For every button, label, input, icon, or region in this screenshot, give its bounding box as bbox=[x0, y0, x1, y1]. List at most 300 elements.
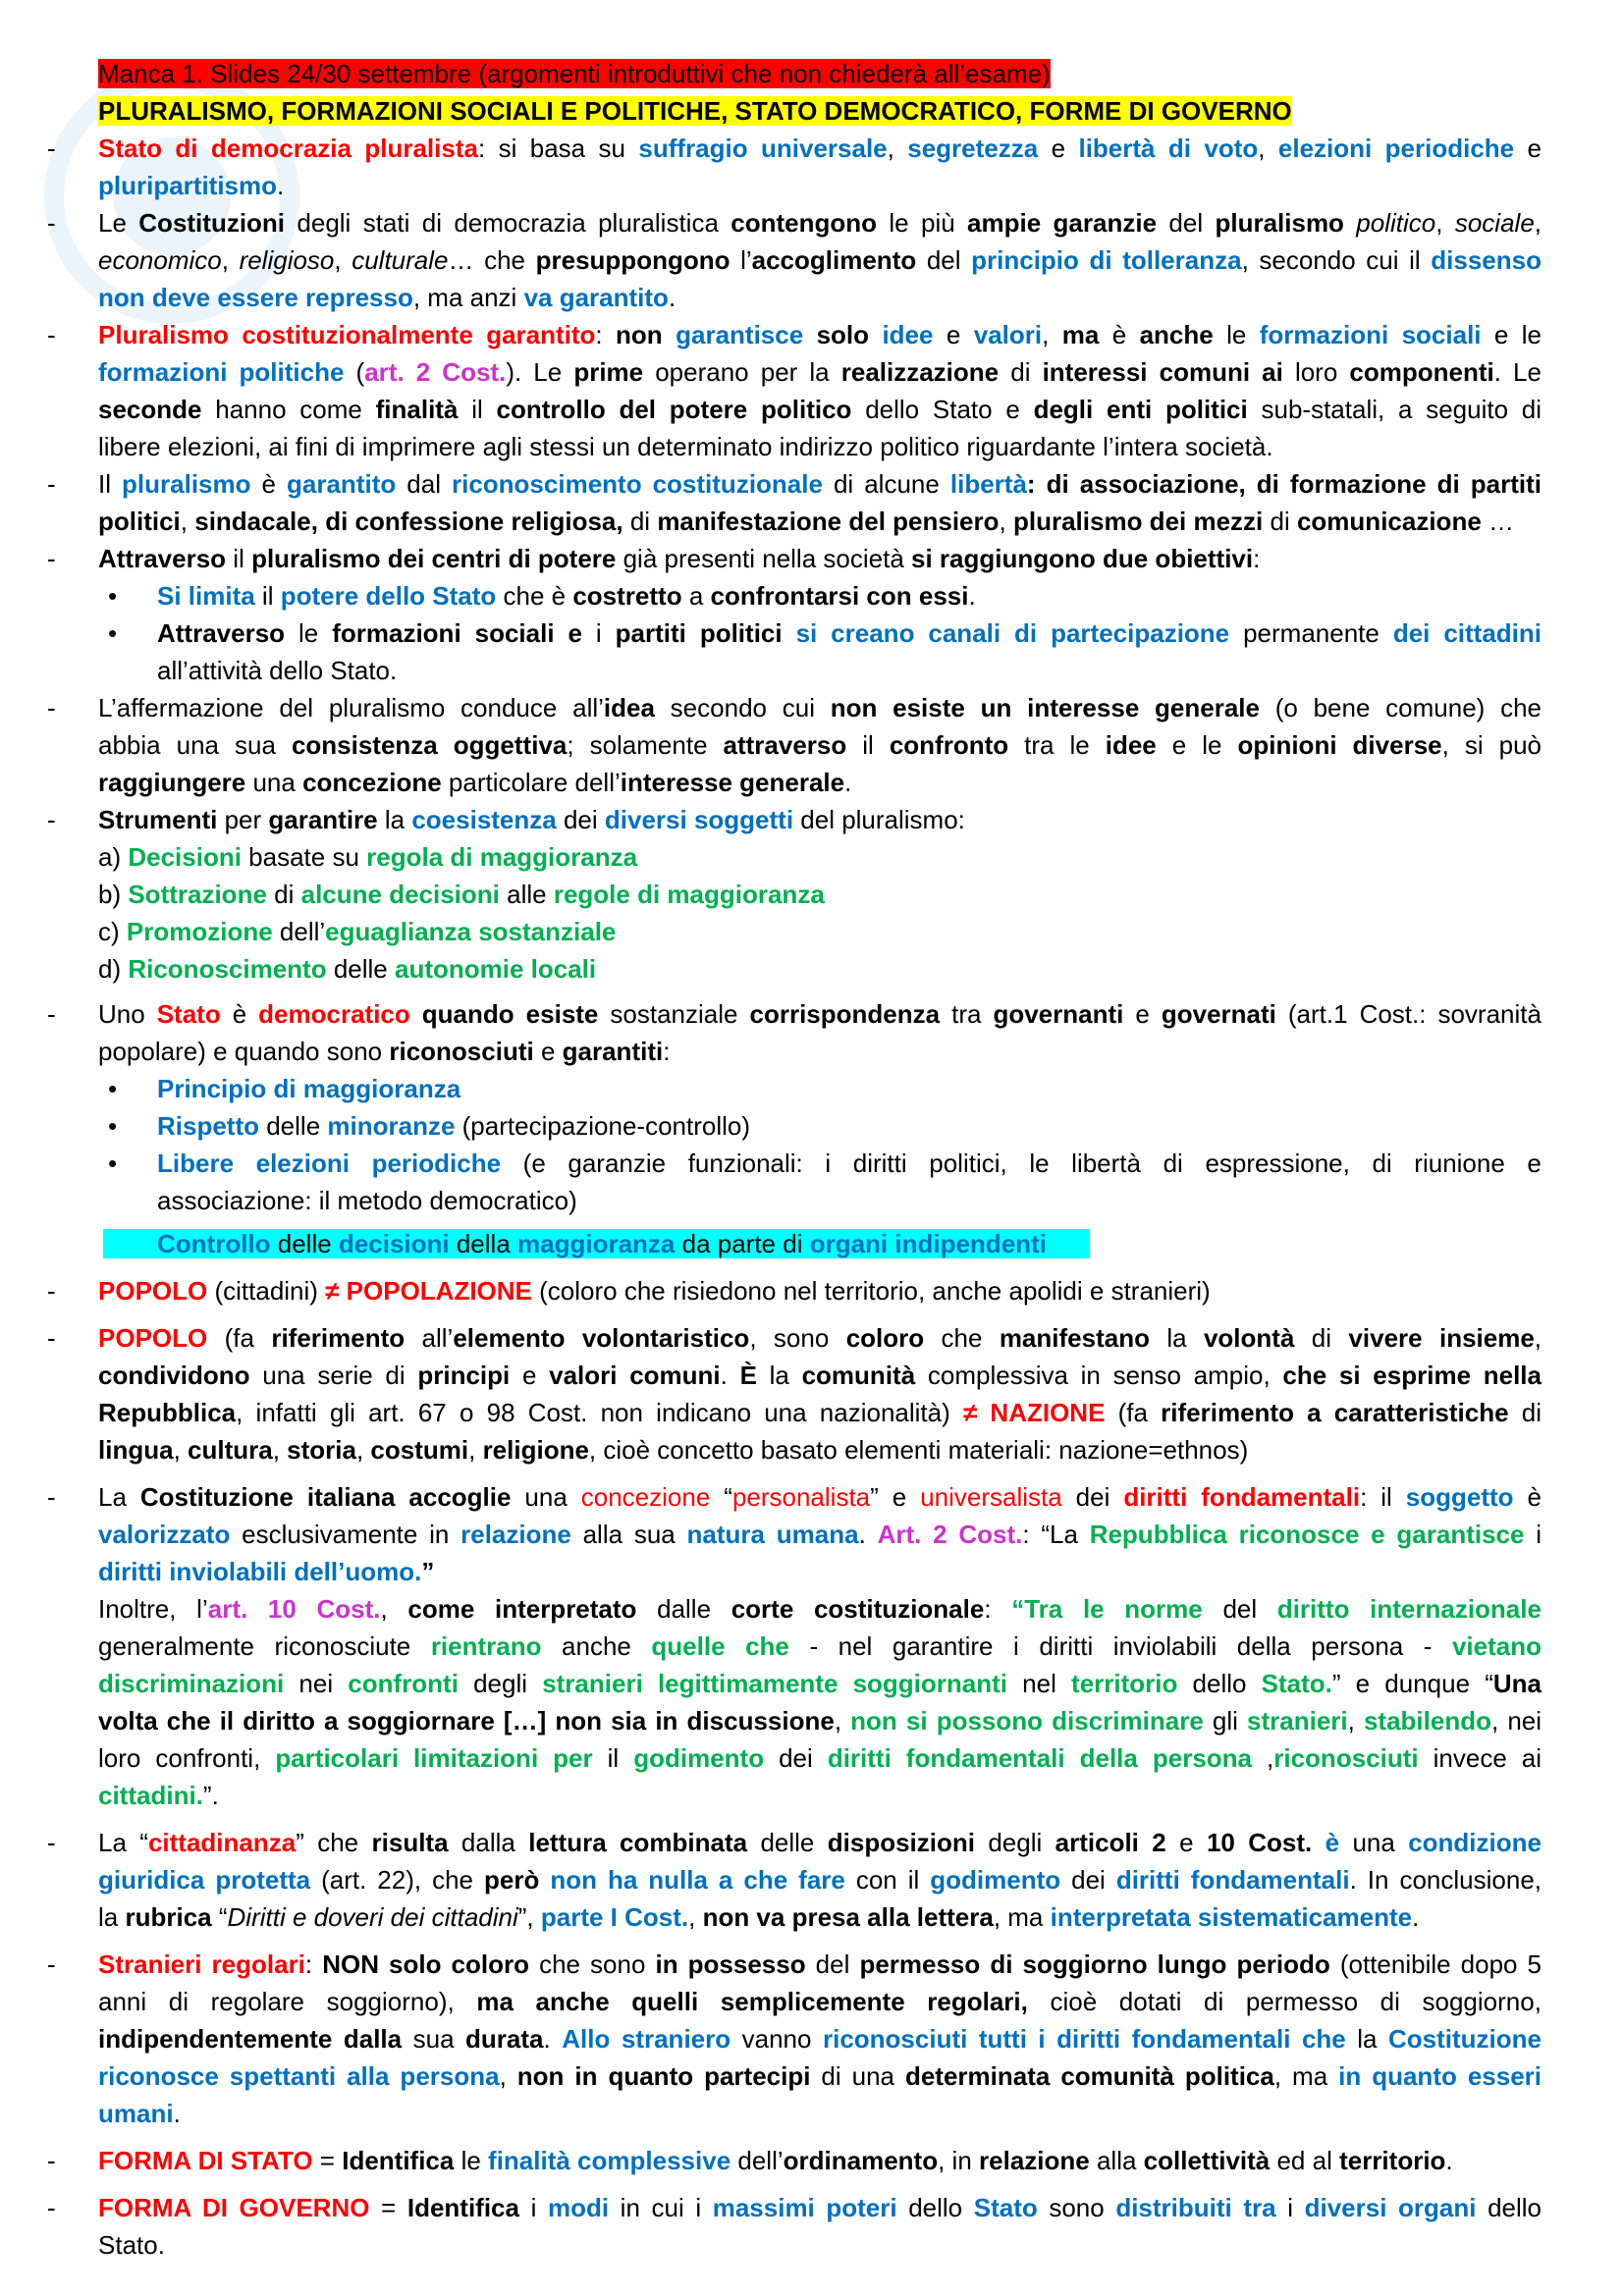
text-run: dei bbox=[764, 1743, 828, 1773]
text-run: in cui i bbox=[609, 2193, 713, 2222]
text-run: risulta bbox=[371, 1828, 449, 1857]
text-run: la bbox=[1345, 2024, 1388, 2054]
text-run: indipendentemente dalla bbox=[98, 2024, 403, 2054]
text-run: libertà di voto bbox=[1078, 133, 1259, 163]
text-run: , bbox=[999, 507, 1013, 536]
section-title-text: PLURALISMO, FORMAZIONI SOCIALI E POLITICHE, STATO DEMOCRATICO, FORME DI GOVERNO bbox=[98, 96, 1292, 126]
text-run: , ma bbox=[993, 1902, 1051, 1932]
paragraph-line bbox=[157, 656, 1542, 685]
text-run: di bbox=[1372, 1148, 1392, 1178]
paragraph-line bbox=[98, 2099, 1542, 2128]
text-run: (e bbox=[522, 1148, 546, 1178]
text-run: si raggiungono due obiettivi bbox=[911, 544, 1254, 573]
text-run: … bbox=[1481, 507, 1515, 536]
text-run: si creano canali di partecipazione bbox=[795, 618, 1230, 648]
text-run: confrontarsi con essi bbox=[710, 581, 969, 611]
text-run: del bbox=[1157, 208, 1216, 238]
text-run: “Tra bbox=[1011, 1594, 1063, 1624]
text-run: idea bbox=[603, 693, 655, 722]
text-run: secondo cui bbox=[654, 693, 831, 722]
text-run: relazione bbox=[979, 2146, 1090, 2175]
text-run: pluralismo bbox=[1215, 208, 1344, 238]
text-run: garanzie bbox=[568, 1148, 667, 1178]
bullet-dash: - bbox=[47, 469, 56, 499]
text-run: loro bbox=[1282, 357, 1350, 387]
text-run: : bbox=[663, 1037, 671, 1066]
text-run: è bbox=[1325, 1828, 1340, 1857]
text-run: . bbox=[968, 581, 976, 611]
text-run: FORMA DI GOVERNO bbox=[98, 2193, 370, 2222]
text-run: decisioni bbox=[338, 1229, 450, 1258]
text-run: dotati bbox=[1118, 1987, 1182, 2016]
text-run: dal bbox=[396, 469, 452, 499]
text-run: gli bbox=[1203, 1706, 1248, 1735]
paragraph-line bbox=[98, 1482, 1542, 1512]
text-run: controllo del potere politico bbox=[496, 395, 852, 424]
text-run: ” e bbox=[870, 1482, 921, 1512]
paragraph-line bbox=[98, 1865, 1542, 1895]
text-run: Strumenti bbox=[98, 805, 218, 834]
text-run: il bbox=[458, 395, 497, 424]
text-run: degli bbox=[974, 1828, 1055, 1857]
text-run: abbia una sua bbox=[98, 730, 292, 760]
bullet-dot: • bbox=[108, 1074, 118, 1103]
text-run: Repubblica riconosce e garantisce bbox=[1089, 1520, 1525, 1549]
text-run: . bbox=[1412, 1902, 1420, 1932]
text-run: (fa bbox=[1105, 1398, 1162, 1427]
text-run: del bbox=[916, 245, 972, 275]
text-run: all’ bbox=[421, 1323, 454, 1353]
text-run: d) bbox=[98, 954, 129, 984]
text-run: Pluralismo costituzionalmente garantito bbox=[98, 320, 596, 349]
text-run: b) bbox=[98, 880, 129, 909]
text-run: collettività bbox=[1143, 2146, 1271, 2175]
text-run: … che bbox=[448, 245, 536, 275]
text-run: raggiungere bbox=[98, 768, 246, 797]
text-run: generalmente riconosciute bbox=[98, 1631, 431, 1661]
text-run: del bbox=[1222, 1594, 1258, 1624]
text-run: ”. bbox=[202, 1781, 219, 1810]
text-run: formazioni politiche bbox=[98, 357, 345, 387]
text-run: distribuiti tra bbox=[1115, 2193, 1276, 2222]
text-run: (coloro che risiedono nel territorio, anche apolidi e stranieri) bbox=[531, 1276, 1211, 1306]
text-run: diversi soggetti bbox=[604, 805, 794, 834]
paragraph-line bbox=[98, 469, 1542, 499]
paragraph-line bbox=[98, 208, 1542, 238]
bullet-dot: • bbox=[108, 1148, 118, 1178]
paragraph-line bbox=[98, 133, 1542, 163]
text-run: (cittadini) bbox=[207, 1276, 326, 1306]
text-run: , secondo cui il bbox=[1241, 245, 1432, 275]
text-run: che bbox=[941, 1323, 983, 1353]
text-run: vivere insieme bbox=[1348, 1323, 1535, 1353]
text-run: ordinamento bbox=[783, 2146, 939, 2175]
text-run: dissenso bbox=[1431, 245, 1542, 275]
text-run: dei cittadini bbox=[1392, 618, 1542, 648]
text-run: , bbox=[1252, 1743, 1274, 1773]
text-run: potere dello Stato bbox=[280, 581, 497, 611]
text-run: la bbox=[98, 1902, 126, 1932]
text-run: POPOLO bbox=[98, 1323, 208, 1353]
text-run: componenti bbox=[1349, 357, 1494, 387]
text-run: basate su bbox=[241, 842, 367, 872]
text-run: FORMA DI STATO bbox=[98, 2146, 313, 2175]
list-item bbox=[98, 917, 1542, 946]
text-run: natura umana bbox=[686, 1520, 859, 1549]
text-run: dalle bbox=[657, 1594, 712, 1624]
text-run: il bbox=[846, 730, 890, 760]
text-run: a bbox=[681, 581, 711, 611]
text-run: art. 10 Cost. bbox=[207, 1594, 381, 1624]
paragraph-line bbox=[98, 320, 1542, 349]
text-run: alle bbox=[499, 880, 554, 909]
text-run: le bbox=[1213, 320, 1260, 349]
text-run: pluralismo bbox=[122, 469, 251, 499]
text-run: anni bbox=[98, 1987, 147, 2016]
text-run: il bbox=[254, 581, 281, 611]
text-run: invece ai bbox=[1418, 1743, 1542, 1773]
text-run: confronto bbox=[889, 730, 1009, 760]
text-run: - nel garantire i diritti inviolabili della persona - bbox=[788, 1631, 1452, 1661]
text-run: come interpretato bbox=[407, 1594, 637, 1624]
text-run: hanno come bbox=[201, 395, 376, 424]
text-run: stranieri legittimamente soggiornanti bbox=[542, 1669, 1008, 1698]
text-run: disposizioni bbox=[827, 1828, 975, 1857]
text-run: pluripartitismo bbox=[98, 171, 278, 200]
text-run: ≠ POPOLAZIONE bbox=[325, 1276, 532, 1306]
text-run: dell’ bbox=[730, 2146, 784, 2175]
paragraph-line bbox=[98, 1594, 1542, 1624]
text-run: è bbox=[220, 999, 259, 1029]
text-run: : il bbox=[1360, 1482, 1406, 1512]
text-run: lingua bbox=[98, 1435, 174, 1465]
text-run: Diritti e doveri dei cittadini bbox=[227, 1902, 518, 1932]
list-item bbox=[98, 842, 1542, 872]
text-run: anche bbox=[535, 1987, 610, 2016]
text-run: pluralismo dei centri di potere bbox=[251, 544, 617, 573]
text-run: con il bbox=[844, 1865, 931, 1895]
text-run: formazioni sociali bbox=[1259, 320, 1482, 349]
text-run: giuridica protetta bbox=[98, 1865, 311, 1895]
text-run: relazione bbox=[460, 1520, 571, 1549]
text-run: . bbox=[668, 283, 676, 312]
text-run: concezione bbox=[580, 1482, 711, 1512]
text-run: territorio bbox=[1339, 2146, 1446, 2175]
text-run: Inoltre, bbox=[98, 1594, 177, 1624]
text-run: Stato bbox=[156, 999, 221, 1029]
bullet-dash: - bbox=[47, 805, 56, 834]
bullet-dash: - bbox=[47, 133, 56, 163]
text-run: le più bbox=[877, 208, 968, 238]
text-run: di bbox=[266, 880, 301, 909]
text-run: di una bbox=[810, 2061, 905, 2091]
paragraph-line bbox=[98, 1557, 1542, 1586]
text-run: territorio bbox=[1071, 1669, 1178, 1698]
text-run: suffragio universale bbox=[638, 133, 888, 163]
text-run: ( bbox=[344, 357, 365, 387]
text-run: confronti bbox=[348, 1669, 459, 1698]
text-run: riferimento a caratteristiche bbox=[1161, 1398, 1509, 1427]
text-run: libertà bbox=[1071, 1148, 1141, 1178]
highlighted-line bbox=[103, 1229, 1095, 1258]
text-run: garantisce bbox=[676, 320, 804, 349]
text-run: . bbox=[543, 2024, 563, 2054]
text-run: riferimento bbox=[271, 1323, 406, 1353]
paragraph-line bbox=[98, 1398, 1542, 1427]
text-run: diversi organi bbox=[1304, 2193, 1477, 2222]
text-run: umani bbox=[98, 2099, 174, 2128]
bullet-dash: - bbox=[47, 2193, 56, 2222]
text-run: politici bbox=[98, 507, 181, 536]
text-run: delle bbox=[747, 1828, 828, 1857]
text-run: , bbox=[272, 1435, 288, 1465]
text-run: riconosciuti bbox=[1273, 1743, 1419, 1773]
paragraph-line bbox=[98, 357, 1542, 387]
text-run: Costituzione italiana accoglie bbox=[139, 1482, 512, 1512]
text-run: in quanto esseri bbox=[1338, 2061, 1542, 2091]
text-run: volontà bbox=[1203, 1323, 1295, 1353]
text-run: i bbox=[1275, 2193, 1305, 2222]
text-run: religioso bbox=[239, 245, 335, 275]
text-run: riunione bbox=[1414, 1148, 1505, 1178]
text-run: governanti bbox=[993, 999, 1124, 1029]
text-run: eguaglianza sostanziale bbox=[325, 917, 617, 946]
text-run: diritto internazionale bbox=[1276, 1594, 1542, 1624]
text-run: il bbox=[592, 1743, 634, 1773]
text-run: dei bbox=[1061, 1482, 1124, 1512]
text-run: : bbox=[984, 1594, 992, 1624]
text-run: del bbox=[805, 1949, 860, 1979]
text-run: i bbox=[595, 618, 602, 648]
text-run: concezione bbox=[302, 768, 442, 797]
text-run: La bbox=[98, 1482, 140, 1512]
text-run: attraverso bbox=[723, 730, 847, 760]
text-run: politico bbox=[1343, 208, 1436, 238]
text-run: Rispetto bbox=[157, 1111, 259, 1141]
text-run: segretezza bbox=[907, 133, 1039, 163]
text-run: idee bbox=[1105, 730, 1157, 760]
text-run: particolari limitazioni per bbox=[275, 1743, 593, 1773]
paragraph-line bbox=[98, 2230, 1542, 2260]
text-run: non esiste un interesse generale bbox=[830, 693, 1260, 722]
text-run: di bbox=[1263, 507, 1297, 536]
text-run: sua bbox=[402, 2024, 466, 2054]
text-run: costretto bbox=[572, 581, 682, 611]
text-run: corte costituzionale bbox=[730, 1594, 985, 1624]
text-run: delle bbox=[270, 1229, 339, 1258]
text-run: garantire bbox=[268, 805, 378, 834]
text-run: . bbox=[1445, 2146, 1453, 2175]
text-run: Le bbox=[98, 208, 139, 238]
text-run: valori bbox=[973, 320, 1043, 349]
text-run: garantito bbox=[287, 469, 397, 499]
text-run: Allo straniero bbox=[562, 2024, 731, 2054]
paragraph-line bbox=[98, 283, 1542, 312]
text-run bbox=[103, 1229, 1090, 1258]
text-run: anche bbox=[541, 1631, 652, 1661]
text-run: interpretata sistematicamente bbox=[1050, 1902, 1413, 1932]
text-run: , in bbox=[938, 2146, 980, 2175]
bullet-dash: - bbox=[47, 1482, 56, 1512]
text-run: Stato di democrazia pluralista bbox=[98, 133, 478, 163]
paragraph-line bbox=[98, 2024, 1542, 2054]
text-run: Il bbox=[98, 469, 123, 499]
text-run: Riconoscimento bbox=[128, 954, 327, 984]
text-run: manifestazione del pensiero bbox=[657, 507, 1000, 536]
paragraph-line bbox=[98, 544, 1542, 573]
text-run: la bbox=[377, 805, 412, 834]
paragraph-line bbox=[157, 618, 1542, 648]
text-run: degli enti politici bbox=[1033, 395, 1248, 424]
text-run: , bbox=[499, 2061, 517, 2091]
text-run: la bbox=[1166, 1323, 1187, 1353]
text-run: ” che bbox=[296, 1828, 372, 1857]
text-run: nei bbox=[284, 1669, 349, 1698]
text-run: e bbox=[933, 320, 974, 349]
text-run: , bbox=[334, 245, 352, 275]
text-run: elezioni periodiche bbox=[1277, 133, 1515, 163]
text-run: di bbox=[1508, 1398, 1542, 1427]
paragraph-line bbox=[98, 1987, 1542, 2016]
text-run: delle bbox=[326, 954, 395, 984]
text-run: prime bbox=[573, 357, 644, 387]
text-run: religione bbox=[482, 1435, 589, 1465]
text-run: corrispondenza bbox=[749, 999, 941, 1029]
text-run: , bbox=[887, 133, 908, 163]
text-run: storia bbox=[287, 1435, 356, 1465]
text-run: va garantito bbox=[523, 283, 669, 312]
text-run: operano per la bbox=[643, 357, 841, 387]
text-run: è bbox=[1513, 1482, 1542, 1512]
text-run: da parte di bbox=[675, 1229, 810, 1258]
paragraph-line bbox=[98, 1949, 1542, 1979]
bullet-dash: - bbox=[47, 693, 56, 722]
text-run: periodiche bbox=[371, 1148, 502, 1178]
text-run: ≠ NAZIONE bbox=[962, 1398, 1106, 1427]
text-run: volta che il diritto a soggiornare […] non sia in discussione bbox=[98, 1706, 835, 1735]
text-run: una bbox=[511, 1482, 581, 1512]
text-run: è bbox=[1099, 320, 1140, 349]
text-run: È bbox=[739, 1361, 757, 1390]
missing-note bbox=[98, 59, 1542, 88]
text-run: (fa bbox=[224, 1323, 254, 1353]
text-run: formazioni sociali bbox=[332, 618, 555, 648]
text-run: Uno bbox=[98, 999, 157, 1029]
text-run: , bbox=[221, 245, 240, 275]
text-run: che è bbox=[496, 581, 573, 611]
text-run: complessiva in senso ampio, bbox=[915, 1361, 1283, 1390]
text-run: . In conclusione, bbox=[1349, 1865, 1542, 1895]
text-run: delle bbox=[259, 1111, 328, 1141]
text-run: governati bbox=[1161, 999, 1276, 1029]
bullet-dash: - bbox=[47, 999, 56, 1029]
text-run: ”, bbox=[517, 1902, 541, 1932]
text-run: tra bbox=[940, 999, 994, 1029]
text-run: vanno bbox=[730, 2024, 823, 2054]
paragraph-line bbox=[98, 1828, 1542, 1857]
text-run: Controllo bbox=[157, 1229, 271, 1258]
text-run: (art.1 Cost.: sovranità bbox=[1275, 999, 1542, 1029]
text-run: universalista bbox=[920, 1482, 1062, 1512]
text-run: sostanziale bbox=[598, 999, 750, 1029]
text-run: riconoscimento costituzionale bbox=[451, 469, 823, 499]
text-run: (ottenibile dopo 5 bbox=[1329, 1949, 1542, 1979]
text-run: , bbox=[834, 1706, 851, 1735]
paragraph-line bbox=[98, 1902, 1542, 1932]
paragraph-line bbox=[98, 2193, 1542, 2222]
text-run: rientrano bbox=[430, 1631, 542, 1661]
text-run: e le bbox=[1481, 320, 1542, 349]
text-run: degli stati di democrazia pluralistica bbox=[285, 208, 731, 238]
text-run: ). Le bbox=[506, 357, 574, 387]
text-run: articoli 2 bbox=[1055, 1828, 1166, 1857]
text-run: sub-statali, a seguito di bbox=[1247, 395, 1542, 424]
text-run: valorizzato bbox=[98, 1520, 231, 1549]
text-run: , infatti gli art. 67 o 98 Cost. non indicano una nazionalità) bbox=[236, 1398, 963, 1427]
text-run: permanente bbox=[1243, 618, 1380, 648]
text-run: “ bbox=[211, 1902, 228, 1932]
text-run: , bbox=[1534, 1323, 1542, 1353]
text-run: Principio di maggioranza bbox=[157, 1074, 461, 1103]
text-run: comunicazione bbox=[1296, 507, 1482, 536]
paragraph-line bbox=[157, 1186, 1542, 1215]
text-run: , bbox=[173, 1435, 189, 1465]
text-run: minoranze bbox=[327, 1111, 456, 1141]
text-run: (art. 22), che bbox=[310, 1865, 484, 1895]
paragraph-line bbox=[98, 2061, 1542, 2091]
text-run: le norme bbox=[1082, 1594, 1203, 1624]
text-run: esclusivamente in bbox=[230, 1520, 461, 1549]
text-run: stranieri bbox=[1247, 1706, 1348, 1735]
text-run: e bbox=[510, 1361, 550, 1390]
text-run: interessi comuni ai bbox=[1042, 357, 1283, 387]
text-run: regolari, bbox=[927, 1987, 1028, 2016]
text-run bbox=[410, 999, 422, 1029]
text-run: diritti fondamentali bbox=[1123, 1482, 1361, 1512]
text-run: garantiti bbox=[562, 1037, 664, 1066]
bullet-dash: - bbox=[47, 1949, 56, 1979]
paragraph-line bbox=[157, 581, 1542, 611]
text-run: e bbox=[568, 618, 582, 648]
text-run: una bbox=[1339, 1828, 1409, 1857]
text-run: : bbox=[595, 320, 617, 349]
paragraph-line bbox=[98, 805, 1542, 834]
text-run: determinata comunità politica bbox=[904, 2061, 1274, 2091]
text-run: contengono bbox=[730, 208, 878, 238]
text-run: diritti bbox=[852, 1148, 907, 1178]
text-run: sono bbox=[1037, 2193, 1116, 2222]
text-run: c) bbox=[98, 917, 127, 946]
text-run: , bbox=[355, 1435, 371, 1465]
paragraph-line bbox=[98, 171, 1542, 200]
text-run: e bbox=[1038, 133, 1079, 163]
text-run: valori comuni bbox=[549, 1361, 721, 1390]
text-run: espressione, bbox=[1205, 1148, 1350, 1178]
text-run: manifestano bbox=[999, 1323, 1150, 1353]
text-run: di alcune bbox=[822, 469, 950, 499]
text-run: 10 Cost. bbox=[1206, 1828, 1313, 1857]
text-run: che sono bbox=[529, 1949, 656, 1979]
text-run: di bbox=[1163, 1148, 1183, 1178]
text-run: associazione: il metodo democratico) bbox=[157, 1186, 577, 1215]
bullet-dash: - bbox=[47, 544, 56, 573]
text-run: Si limita bbox=[157, 581, 255, 611]
text-run: pluralismo dei mezzi bbox=[1012, 507, 1264, 536]
text-run: dell’ bbox=[272, 917, 326, 946]
text-run: libere elezioni, ai fini di imprimere agli stessi un determinato indirizzo politico riguardante l’intera società. bbox=[98, 432, 1273, 461]
text-run: quelle che bbox=[651, 1631, 789, 1661]
text-run: , bbox=[749, 1323, 757, 1353]
